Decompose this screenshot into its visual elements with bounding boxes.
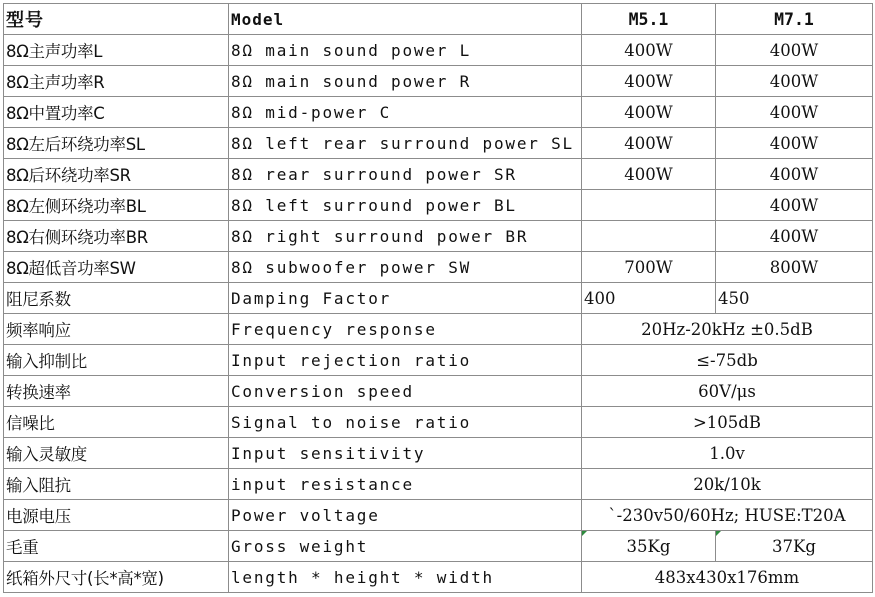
row-label-zh: 频率响应 bbox=[4, 314, 229, 345]
value-shared: 20k/10k bbox=[582, 469, 873, 500]
row-label-en: Power voltage bbox=[229, 500, 582, 531]
value-m51: 400W bbox=[582, 128, 716, 159]
table-row bbox=[4, 438, 873, 469]
row-label-zh: 输入阻抗 bbox=[4, 469, 229, 500]
row-label-zh: 纸箱外尺寸(长*高*宽) bbox=[4, 562, 229, 593]
row-label-en: Conversion speed bbox=[229, 376, 582, 407]
table-row bbox=[4, 562, 873, 593]
value-shared: `-230v50/60Hz; HUSE:T20A bbox=[582, 500, 873, 531]
row-label-zh: 8Ω主声功率L bbox=[4, 35, 229, 66]
value-m71: 400W bbox=[716, 35, 873, 66]
row-label-en: 8Ω right surround power BR bbox=[229, 221, 582, 252]
table-row bbox=[4, 500, 873, 531]
value-m71: 400W bbox=[716, 221, 873, 252]
table-row bbox=[4, 221, 873, 252]
row-label-en: Input sensitivity bbox=[229, 438, 582, 469]
row-label-en: 8Ω mid-power C bbox=[229, 97, 582, 128]
header-row bbox=[4, 4, 873, 35]
value-m51 bbox=[582, 221, 716, 252]
header-model-m51: M5.1 bbox=[582, 4, 716, 35]
row-label-en: Frequency response bbox=[229, 314, 582, 345]
row-label-zh: 8Ω中置功率C bbox=[4, 97, 229, 128]
row-label-en: Signal to noise ratio bbox=[229, 407, 582, 438]
row-label-zh: 8Ω右侧环绕功率BR bbox=[4, 221, 229, 252]
value-m51: 400 bbox=[582, 283, 716, 314]
value-m51 bbox=[582, 190, 716, 221]
value-m51: 35Kg bbox=[582, 531, 716, 562]
row-label-zh: 阻尼系数 bbox=[4, 283, 229, 314]
table-row bbox=[4, 252, 873, 283]
header-label-zh: 型号 bbox=[4, 4, 229, 35]
table-row bbox=[4, 35, 873, 66]
row-label-en: 8Ω main sound power L bbox=[229, 35, 582, 66]
table-row bbox=[4, 283, 873, 314]
table-row bbox=[4, 190, 873, 221]
value-m71: 37Kg bbox=[716, 531, 873, 562]
table-row bbox=[4, 159, 873, 190]
table-row bbox=[4, 128, 873, 159]
row-label-en: 8Ω left rear surround power SL bbox=[229, 128, 582, 159]
value-m71: 800W bbox=[716, 252, 873, 283]
value-shared: 60V/μs bbox=[582, 376, 873, 407]
value-m51: 400W bbox=[582, 66, 716, 97]
row-label-zh: 8Ω主声功率R bbox=[4, 66, 229, 97]
value-shared: 20Hz-20kHz ±0.5dB bbox=[582, 314, 873, 345]
spec-table bbox=[3, 3, 873, 593]
row-label-zh: 转换速率 bbox=[4, 376, 229, 407]
value-shared: ≤-75db bbox=[582, 345, 873, 376]
row-label-en: input resistance bbox=[229, 469, 582, 500]
row-label-en: 8Ω main sound power R bbox=[229, 66, 582, 97]
row-label-zh: 输入抑制比 bbox=[4, 345, 229, 376]
row-label-zh: 信噪比 bbox=[4, 407, 229, 438]
header-model-m71: M7.1 bbox=[716, 4, 873, 35]
row-label-zh: 8Ω超低音功率SW bbox=[4, 252, 229, 283]
table-row bbox=[4, 66, 873, 97]
value-shared: 483x430x176mm bbox=[582, 562, 873, 593]
row-label-zh: 输入灵敏度 bbox=[4, 438, 229, 469]
row-label-en: 8Ω left surround power BL bbox=[229, 190, 582, 221]
row-label-en: Gross weight bbox=[229, 531, 582, 562]
table-row bbox=[4, 531, 873, 562]
row-label-zh: 8Ω左侧环绕功率BL bbox=[4, 190, 229, 221]
value-m71: 400W bbox=[716, 97, 873, 128]
value-m51: 400W bbox=[582, 159, 716, 190]
value-m51: 400W bbox=[582, 35, 716, 66]
row-label-en: Input rejection ratio bbox=[229, 345, 582, 376]
value-shared: >105dB bbox=[582, 407, 873, 438]
value-m71: 400W bbox=[716, 190, 873, 221]
table-row bbox=[4, 345, 873, 376]
row-label-zh: 电源电压 bbox=[4, 500, 229, 531]
value-m71: 400W bbox=[716, 159, 873, 190]
table-row bbox=[4, 376, 873, 407]
table-row bbox=[4, 97, 873, 128]
row-label-en: Damping Factor bbox=[229, 283, 582, 314]
row-label-zh: 8Ω左后环绕功率SL bbox=[4, 128, 229, 159]
row-label-en: length * height * width bbox=[229, 562, 582, 593]
table-row bbox=[4, 469, 873, 500]
value-m71: 400W bbox=[716, 128, 873, 159]
row-label-en: 8Ω rear surround power SR bbox=[229, 159, 582, 190]
table-row bbox=[4, 314, 873, 345]
row-label-zh: 8Ω后环绕功率SR bbox=[4, 159, 229, 190]
value-m51: 400W bbox=[582, 97, 716, 128]
header-label-en: Model bbox=[229, 4, 582, 35]
value-m71: 400W bbox=[716, 66, 873, 97]
value-shared: 1.0v bbox=[582, 438, 873, 469]
value-m51: 700W bbox=[582, 252, 716, 283]
value-m71: 450 bbox=[716, 283, 873, 314]
row-label-en: 8Ω subwoofer power SW bbox=[229, 252, 582, 283]
row-label-zh: 毛重 bbox=[4, 531, 229, 562]
table-row bbox=[4, 407, 873, 438]
